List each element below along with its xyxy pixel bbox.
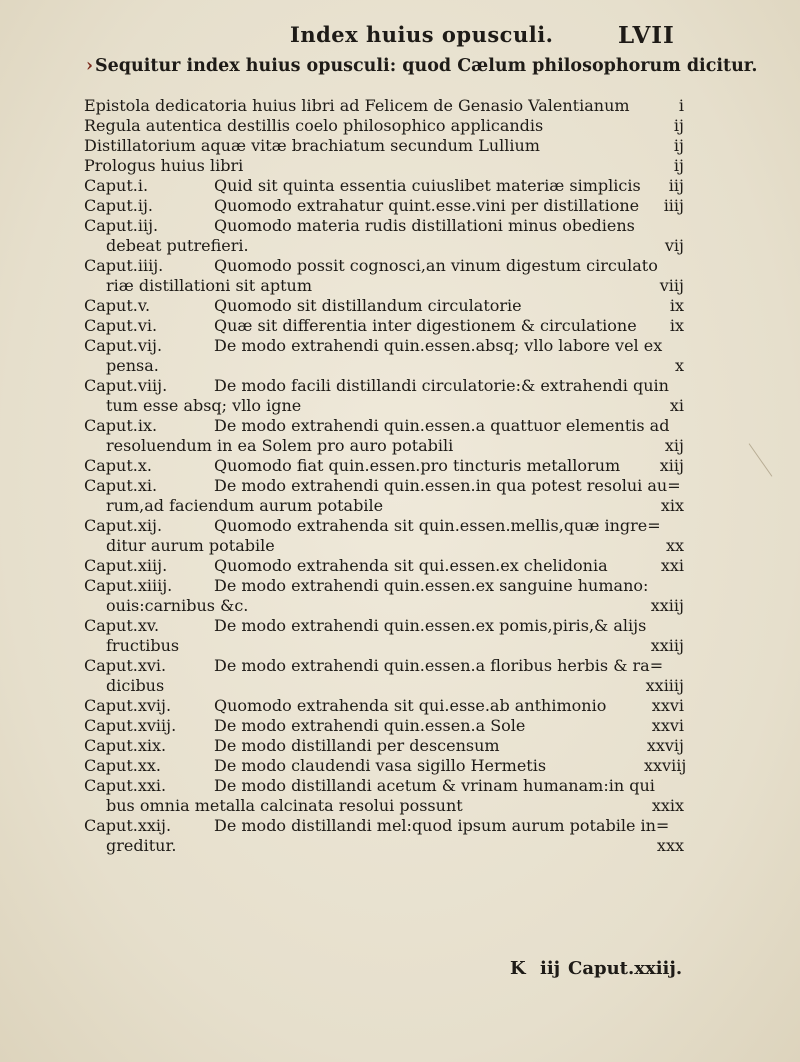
chapter-title: De modo distillandi per descensum bbox=[214, 736, 500, 755]
continuation-text: bus omnia metalla calcinata resolui possunt bbox=[106, 796, 463, 815]
chapter-title: Quomodo materia rudis distillationi minus obediens bbox=[214, 216, 635, 235]
chapter-label: Caput.xxi. bbox=[84, 776, 167, 795]
page-reference: xxix bbox=[651, 796, 684, 815]
index-entry bbox=[84, 116, 684, 136]
chapter-label: Caput.xxij. bbox=[84, 816, 172, 835]
index-entry bbox=[84, 696, 684, 716]
page-reference: xxvij bbox=[646, 736, 684, 755]
index-entry bbox=[84, 756, 687, 776]
chapter-label: Caput.ij. bbox=[84, 196, 154, 215]
index-entry bbox=[84, 656, 684, 676]
signature-mark: K bbox=[510, 958, 526, 979]
index-entry bbox=[84, 316, 684, 336]
entry-continuation bbox=[84, 596, 684, 616]
chapter-label: Caput.xiij. bbox=[84, 556, 168, 575]
chapter-label: Caput.xvi. bbox=[84, 656, 167, 675]
chapter-title: De modo extrahendi quin.essen.in qua potest resolui au= bbox=[214, 476, 681, 495]
index-entry bbox=[84, 196, 684, 216]
page-reference: xxiij bbox=[650, 636, 684, 655]
page-reference: xx bbox=[665, 536, 684, 555]
continuation-text: ouis:carnibus &c. bbox=[106, 596, 249, 615]
continuation-text: greditur. bbox=[106, 836, 177, 855]
chapter-label: Caput.iij. bbox=[84, 216, 159, 235]
page-reference: ix bbox=[669, 316, 684, 335]
chapter-label: Caput.v. bbox=[84, 296, 151, 315]
entry-continuation bbox=[84, 796, 684, 816]
continuation-text: resoluendum in ea Solem pro auro potabili bbox=[106, 436, 454, 455]
chapter-label: Caput.x. bbox=[84, 456, 152, 475]
index-entry bbox=[84, 516, 684, 536]
page-reference: viij bbox=[659, 276, 684, 295]
page-reference: x bbox=[674, 356, 684, 375]
chapter-title: Quomodo extrahenda sit quin.essen.mellis,quæ ingre= bbox=[214, 516, 661, 535]
continuation-text: fructibus bbox=[106, 636, 180, 655]
continuation-text: debeat putrefieri. bbox=[106, 236, 249, 255]
signature-number: iij bbox=[540, 958, 561, 979]
chapter-title: Quomodo extrahenda sit qui.essen.ex chelidonia bbox=[214, 556, 608, 575]
continuation-text: rum,ad faciendum aurum potabile bbox=[106, 496, 384, 515]
index-entry bbox=[84, 336, 684, 356]
chapter-title: De modo distillandi acetum & vrinam humanam:in qui bbox=[214, 776, 655, 795]
chapter-label: Caput.xviij. bbox=[84, 716, 177, 735]
index-entry bbox=[84, 616, 684, 636]
entry-continuation bbox=[84, 276, 684, 296]
page-reference: vij bbox=[664, 236, 684, 255]
chapter-title: De modo distillandi mel:quod ipsum aurum potabile in= bbox=[214, 816, 670, 835]
continuation-text: riæ distillationi sit aptum bbox=[106, 276, 312, 295]
index-entry bbox=[84, 476, 684, 496]
page-reference: xxvi bbox=[651, 696, 684, 715]
entry-heading: Prologus huius libri bbox=[84, 156, 244, 175]
page-reference: xxvi bbox=[651, 716, 684, 735]
chapter-title: Quomodo sit distillandum circulatorie bbox=[214, 296, 522, 315]
entry-continuation bbox=[84, 536, 684, 556]
chapter-label: Caput.xvij. bbox=[84, 696, 172, 715]
page-reference: ij bbox=[673, 156, 684, 175]
chapter-title: Quomodo extrahatur quint.esse.vini per distillatione bbox=[214, 196, 640, 215]
page-header bbox=[0, 22, 800, 52]
page-reference: xi bbox=[669, 396, 684, 415]
entry-continuation bbox=[84, 836, 684, 856]
catchword: Caput.xxiij. bbox=[568, 958, 683, 979]
index-entry bbox=[84, 176, 684, 196]
paragraph-mark-icon: › bbox=[86, 56, 93, 76]
chapter-label: Caput.ix. bbox=[84, 416, 158, 435]
chapter-title: Quomodo possit cognosci,an vinum digestum circulato bbox=[214, 256, 658, 275]
continuation-text: tum esse absq; vllo igne bbox=[106, 396, 302, 415]
chapter-label: Caput.vi. bbox=[84, 316, 158, 335]
chapter-label: Caput.i. bbox=[84, 176, 149, 195]
chapter-label: Caput.xij. bbox=[84, 516, 163, 535]
page-reference: xxx bbox=[656, 836, 684, 855]
chapter-title: De modo extrahendi quin.essen.ex pomis,piris,& alijs bbox=[214, 616, 647, 635]
entry-heading: Distillatorium aquæ vitæ brachiatum secundum Lullium bbox=[84, 136, 540, 155]
page-reference: xij bbox=[664, 436, 684, 455]
chapter-label: Caput.viij. bbox=[84, 376, 168, 395]
page-reference: ix bbox=[669, 296, 684, 315]
index-entry bbox=[84, 156, 684, 176]
chapter-title: De modo extrahendi quin.essen.ex sanguine humano: bbox=[214, 576, 649, 595]
index-entry bbox=[84, 296, 684, 316]
entry-heading: Epistola dedicatoria huius libri ad Felicem de Genasio Valentianum bbox=[84, 96, 630, 115]
index-entry bbox=[84, 816, 684, 836]
page-reference: iij bbox=[668, 176, 684, 195]
index-entry bbox=[84, 376, 684, 396]
chapter-title: De modo claudendi vasa sigillo Hermetis bbox=[214, 756, 547, 775]
page-reference: xix bbox=[660, 496, 684, 515]
index-entry bbox=[84, 736, 684, 756]
page-reference: i bbox=[678, 96, 684, 115]
chapter-label: Caput.xx. bbox=[84, 756, 161, 775]
page-reference: ij bbox=[673, 116, 684, 135]
chapter-title: De modo extrahendi quin.essen.absq; vllo labore vel ex bbox=[214, 336, 663, 355]
chapter-label: Caput.xi. bbox=[84, 476, 158, 495]
entry-continuation bbox=[84, 436, 684, 456]
entry-continuation bbox=[84, 496, 684, 516]
index-entry bbox=[84, 776, 684, 796]
page-reference: xxiiij bbox=[645, 676, 684, 695]
continuation-text: pensa. bbox=[106, 356, 159, 375]
page-reference: ij bbox=[673, 136, 684, 155]
index-entry bbox=[84, 416, 684, 436]
chapter-title: De modo extrahendi quin.essen.a quattuor elementis ad bbox=[214, 416, 670, 435]
entry-continuation bbox=[84, 356, 684, 376]
chapter-title: De modo extrahendi quin.essen.a Sole bbox=[214, 716, 526, 735]
chapter-label: Caput.vij. bbox=[84, 336, 163, 355]
continuation-text: dicibus bbox=[106, 676, 165, 695]
chapter-title: Quid sit quinta essentia cuiuslibet materiæ simplicis bbox=[214, 176, 641, 195]
index-intro bbox=[86, 56, 758, 76]
index-entry bbox=[84, 576, 684, 596]
chapter-title: Quæ sit differentia inter digestionem & circulatione bbox=[214, 316, 637, 335]
page-reference: xxiij bbox=[650, 596, 684, 615]
entry-continuation bbox=[84, 636, 684, 656]
running-title: Index huius opusculi. bbox=[290, 22, 554, 47]
signature-line bbox=[0, 958, 800, 984]
chapter-title: Quomodo extrahenda sit qui.esse.ab anthimonio bbox=[214, 696, 607, 715]
index-entry bbox=[84, 136, 684, 156]
index-entry bbox=[84, 256, 684, 276]
entry-continuation bbox=[84, 396, 684, 416]
entry-continuation bbox=[84, 676, 684, 696]
chapter-label: Caput.xv. bbox=[84, 616, 160, 635]
index-entry bbox=[84, 456, 684, 476]
page-reference: iiij bbox=[663, 196, 684, 215]
index-entry bbox=[84, 96, 684, 116]
chapter-title: Quomodo fiat quin.essen.pro tincturis metallorum bbox=[214, 456, 621, 475]
folio-number: LVII bbox=[618, 22, 675, 49]
index-entry bbox=[84, 716, 684, 736]
page-reference: xiij bbox=[659, 456, 684, 475]
chapter-label: Caput.iiij. bbox=[84, 256, 164, 275]
index-entry bbox=[84, 556, 684, 576]
chapter-title: De modo extrahendi quin.essen.a floribus herbis & ra= bbox=[214, 656, 664, 675]
chapter-label: Caput.xix. bbox=[84, 736, 167, 755]
page-reference: xxviij bbox=[644, 756, 687, 775]
page-reference: xxi bbox=[660, 556, 684, 575]
chapter-title: De modo facili distillandi circulatorie:& extrahendi quin bbox=[214, 376, 669, 395]
index-list bbox=[84, 96, 687, 856]
entry-heading: Regula autentica destillis coelo philosophico applicandis bbox=[84, 116, 544, 135]
fold-mark bbox=[749, 443, 773, 476]
entry-continuation bbox=[84, 236, 684, 256]
index-intro-text: Sequitur index huius opusculi: quod Cælum philosophorum dicitur. bbox=[95, 56, 758, 76]
chapter-label: Caput.xiiij. bbox=[84, 576, 173, 595]
continuation-text: ditur aurum potabile bbox=[106, 536, 275, 555]
index-entry bbox=[84, 216, 684, 236]
